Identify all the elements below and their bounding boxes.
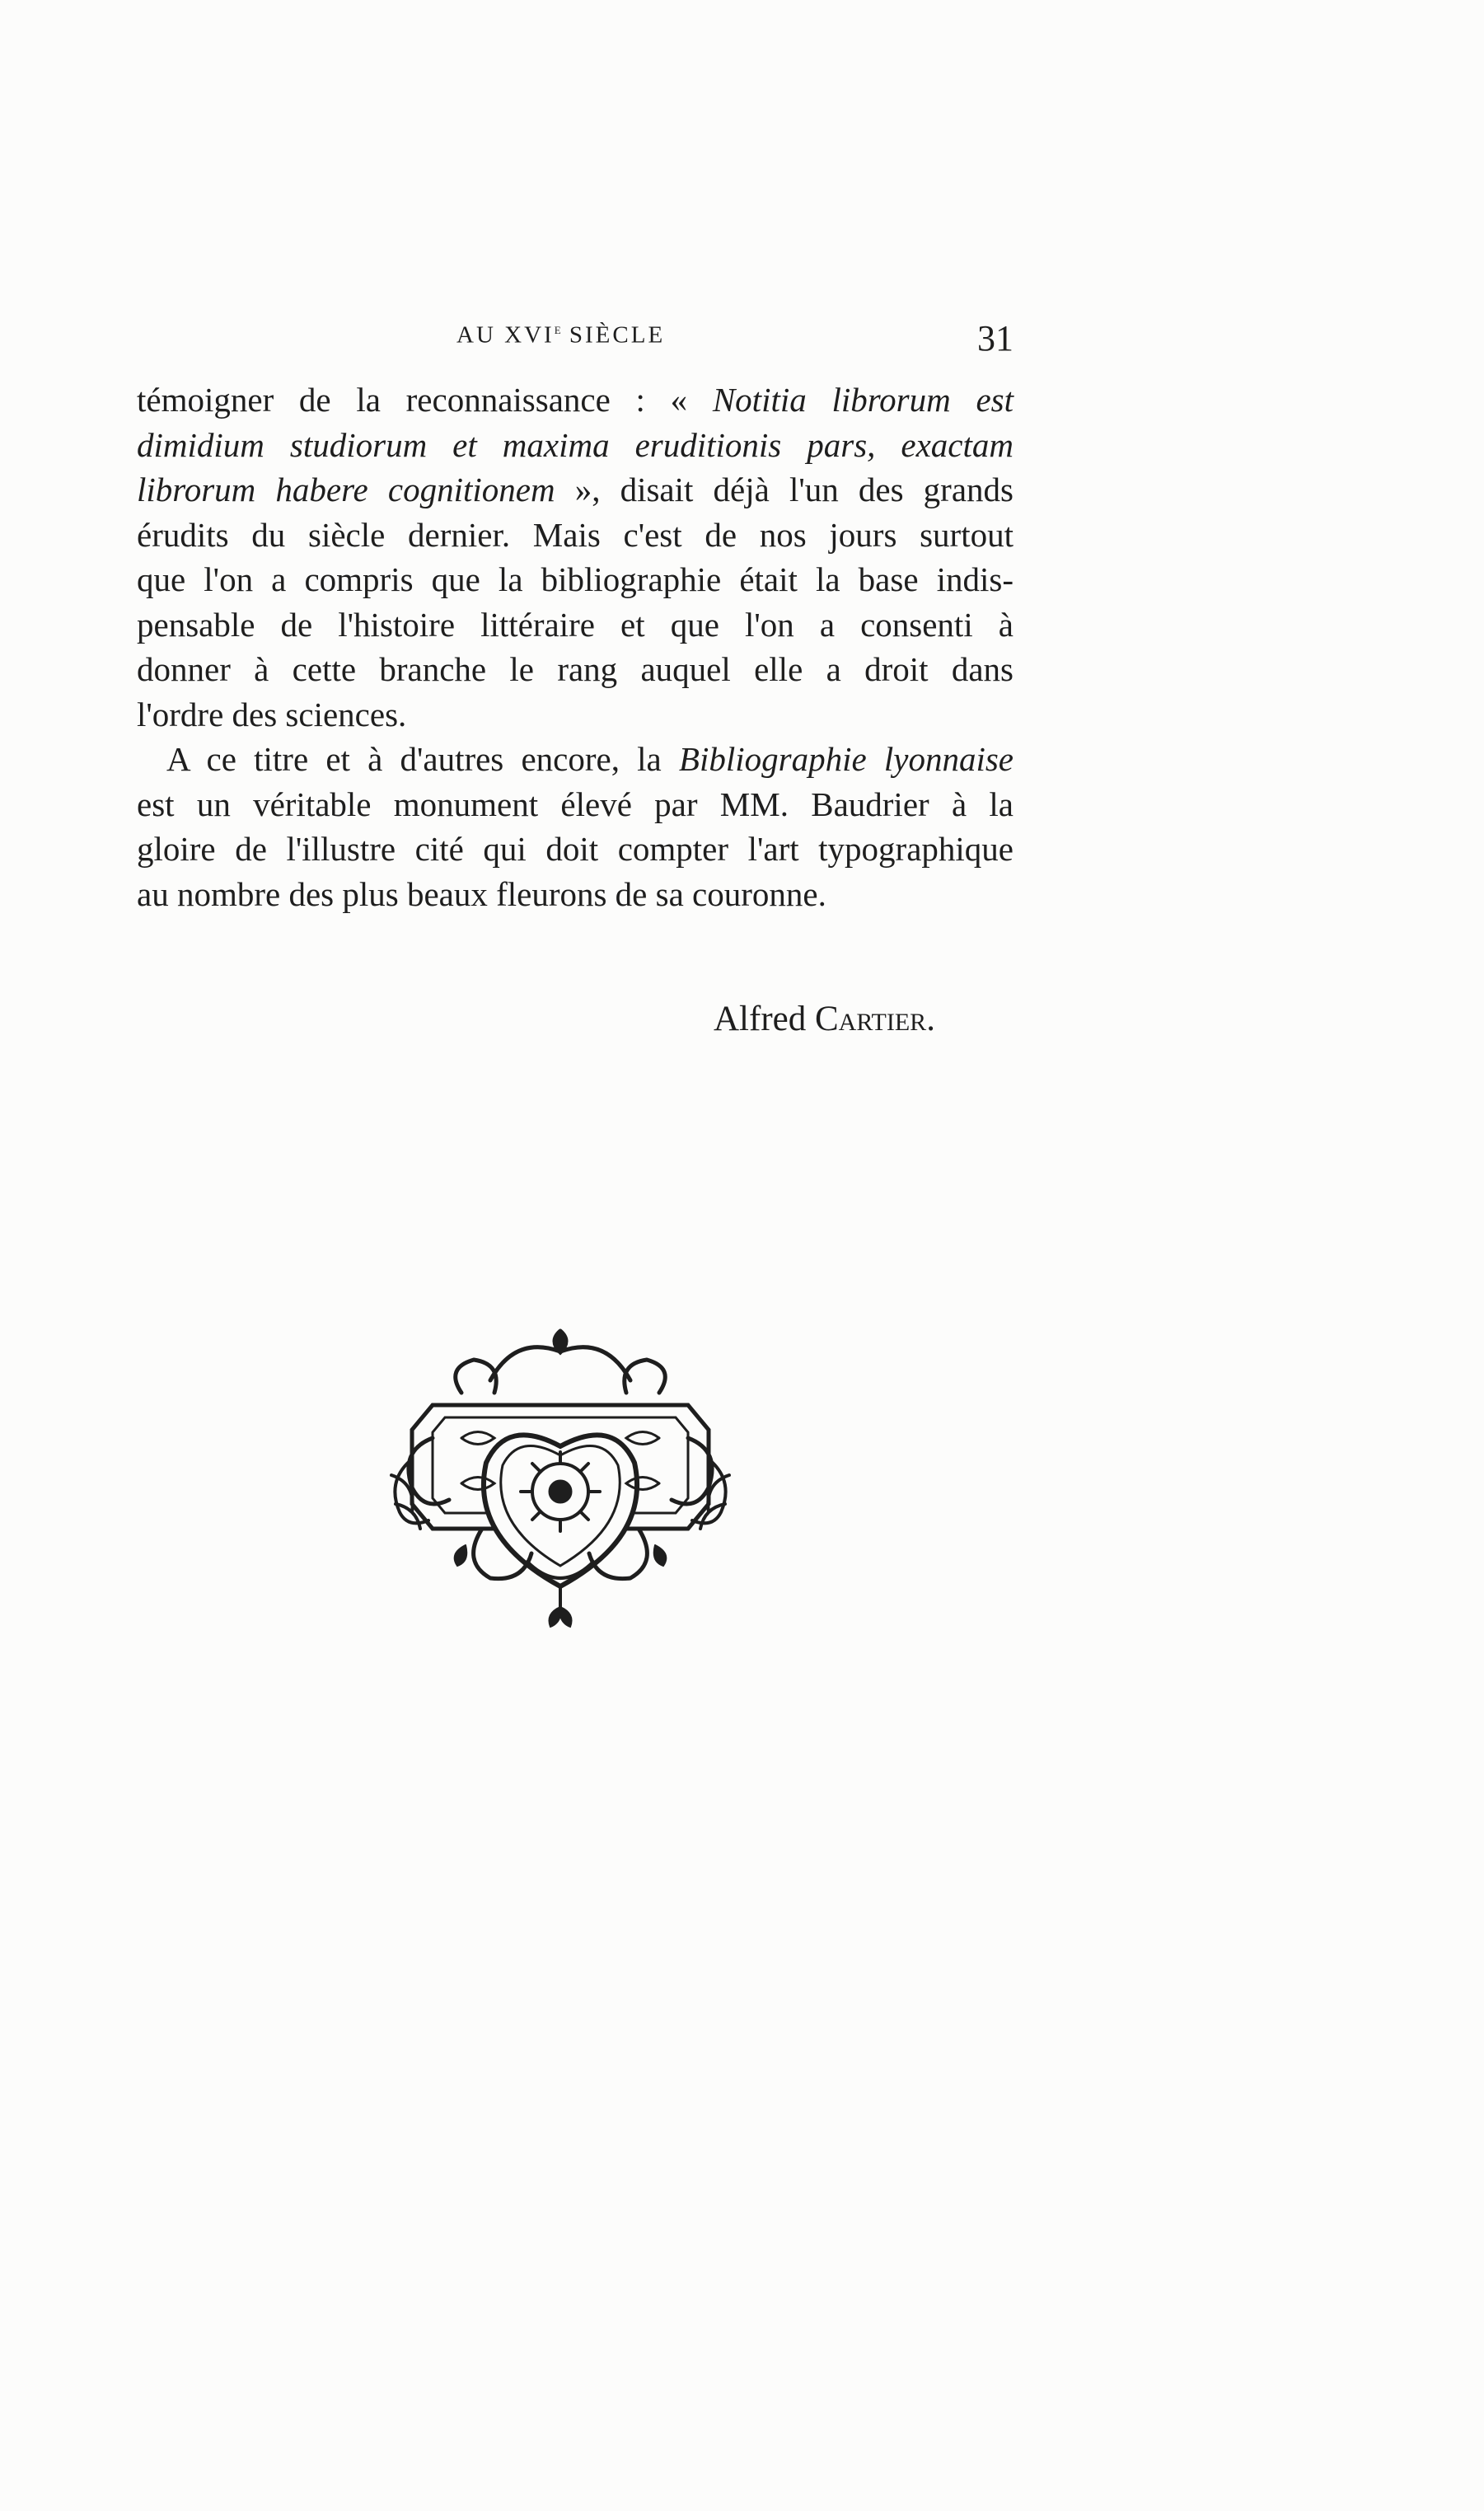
text-run: », disait déjà l'un des grands <box>555 471 1014 508</box>
text-line: érudits du siècle dernier. Mais c'est de nos jours surtout <box>137 515 1014 554</box>
text-line: est un véritable monument élevé par MM. Baudrier à la <box>137 785 1014 823</box>
text-line: donner à cette branche le rang auquel elle a droit dans <box>137 650 1014 688</box>
signature-last-name: Cartier <box>814 1000 927 1038</box>
text-line <box>137 423 1014 468</box>
text-line: que l'on a compris que la bibliographie était la base indis- <box>137 560 1014 598</box>
signature-period: . <box>926 1000 935 1038</box>
latin-quote: dimidium studiorum et maxima eruditionis pars, exactam <box>137 425 1014 464</box>
signature <box>714 999 935 1039</box>
signature-first-name: Alfred <box>714 1000 815 1038</box>
latin-quote: librorum habere cognitionem <box>137 471 555 508</box>
text-line: l'ordre des sciences. <box>137 695 407 733</box>
body-text <box>137 377 1014 916</box>
text-run: A ce titre et à d'autres encore, la <box>166 740 679 778</box>
paragraph-1 <box>137 377 1014 737</box>
running-head <box>140 317 1014 367</box>
fleuron-ornament <box>383 1314 737 1636</box>
text-line <box>137 467 1014 513</box>
page-number: 31 <box>977 318 1014 358</box>
text-line: gloire de l'illustre cité qui doit compter l'art typographique <box>137 830 1014 868</box>
running-title <box>456 321 665 349</box>
running-title-sup: e <box>554 321 561 337</box>
text-run: témoigner de la reconnaissance : « <box>137 381 713 419</box>
latin-quote: Notitia librorum est <box>712 381 1014 419</box>
text-line <box>137 737 1014 782</box>
paragraph-2 <box>137 737 1014 916</box>
running-title-text: AU XVI <box>456 321 555 349</box>
text-line: au nombre des plus beaux fleurons de sa couronne. <box>137 874 826 913</box>
running-title-rest: SIÈCLE <box>560 321 666 349</box>
text-line: pensable de l'histoire littéraire et que l'on a consenti à <box>137 605 1014 644</box>
text-line <box>137 377 1014 423</box>
book-title: Bibliographie lyonnaise <box>678 740 1014 778</box>
